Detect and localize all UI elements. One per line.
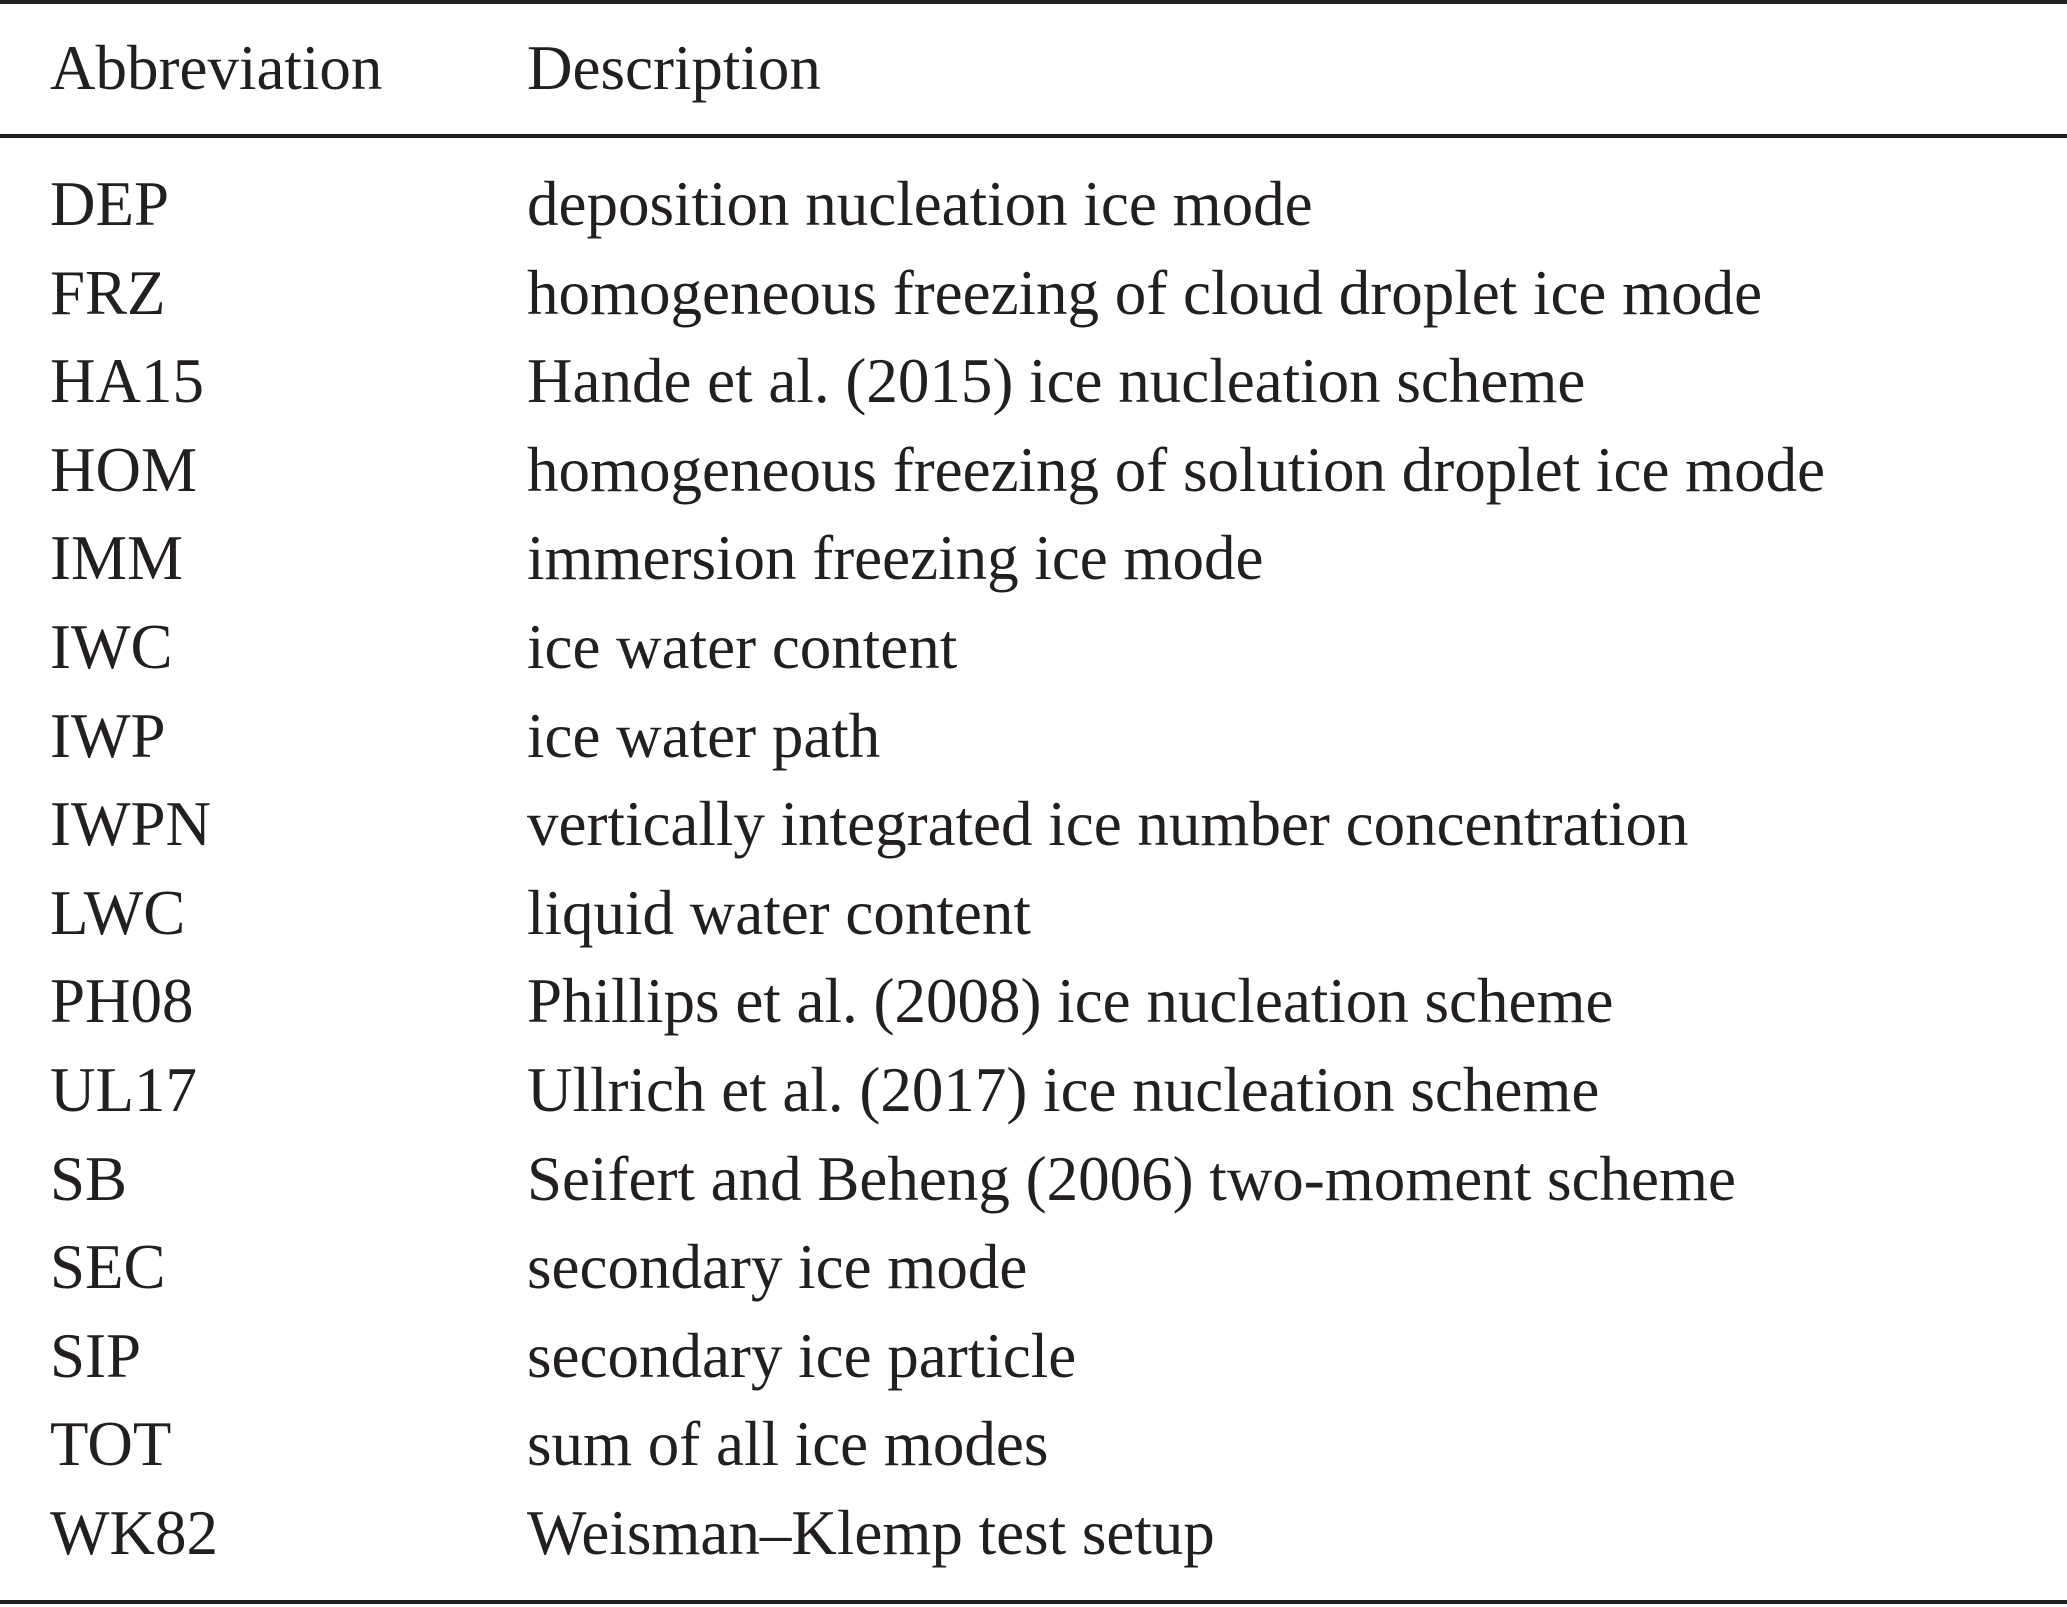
description-cell: ice water path bbox=[527, 700, 881, 771]
description-cell: Phillips et al. (2008) ice nucleation scheme bbox=[527, 966, 1614, 1037]
abbreviation-cell: IMM bbox=[50, 523, 184, 594]
table-row bbox=[0, 426, 2067, 515]
description-cell: Ullrich et al. (2017) ice nucleation scheme bbox=[527, 1054, 1600, 1125]
abbreviation-cell: PH08 bbox=[50, 966, 194, 1037]
table-row bbox=[0, 160, 2067, 249]
description-cell: vertically integrated ice number concentration bbox=[527, 789, 1689, 860]
abbreviation-cell: IWP bbox=[50, 700, 166, 771]
table-row bbox=[0, 603, 2067, 692]
table-row bbox=[0, 692, 2067, 781]
table-row bbox=[0, 1312, 2067, 1401]
description-cell: secondary ice particle bbox=[527, 1320, 1077, 1391]
description-cell: immersion freezing ice mode bbox=[527, 523, 1264, 594]
header-abbreviation: Abbreviation bbox=[50, 33, 383, 103]
abbreviation-cell: HOM bbox=[50, 434, 198, 505]
description-cell: Hande et al. (2015) ice nucleation scheme bbox=[527, 346, 1586, 417]
description-cell: ice water content bbox=[527, 611, 958, 682]
abbreviation-cell: SB bbox=[50, 1143, 128, 1214]
abbreviation-cell: IWPN bbox=[50, 789, 211, 860]
table-row bbox=[0, 1135, 2067, 1224]
table-header-rule bbox=[0, 134, 2067, 138]
table-row bbox=[0, 249, 2067, 338]
description-cell: secondary ice mode bbox=[527, 1232, 1028, 1303]
abbreviation-cell: HA15 bbox=[50, 346, 204, 417]
header-description: Description bbox=[527, 33, 821, 103]
description-cell: Weisman–Klemp test setup bbox=[527, 1497, 1215, 1568]
table-row bbox=[0, 1223, 2067, 1312]
table-row bbox=[0, 1400, 2067, 1489]
description-cell: Seifert and Beheng (2006) two-moment scheme bbox=[527, 1143, 1736, 1214]
table-row bbox=[0, 780, 2067, 869]
table-row bbox=[0, 514, 2067, 603]
abbreviation-cell: FRZ bbox=[50, 257, 166, 328]
abbreviation-cell: UL17 bbox=[50, 1054, 197, 1125]
description-cell: deposition nucleation ice mode bbox=[527, 169, 1313, 239]
table-body bbox=[0, 160, 2067, 1578]
table-row bbox=[0, 957, 2067, 1046]
table-row bbox=[0, 1046, 2067, 1135]
abbreviation-cell: WK82 bbox=[50, 1497, 218, 1568]
abbreviation-cell: IWC bbox=[50, 611, 173, 682]
abbreviation-cell: DEP bbox=[50, 169, 170, 239]
table-top-rule bbox=[0, 0, 2067, 4]
abbreviation-cell: TOT bbox=[50, 1409, 172, 1480]
table-bottom-rule bbox=[0, 1600, 2067, 1604]
abbreviation-cell: SIP bbox=[50, 1320, 142, 1391]
abbreviation-cell: LWC bbox=[50, 877, 186, 948]
description-cell: sum of all ice modes bbox=[527, 1409, 1049, 1480]
abbreviation-cell: SEC bbox=[50, 1232, 166, 1303]
table-row bbox=[0, 1489, 2067, 1578]
table-header-row bbox=[0, 28, 2067, 108]
description-cell: homogeneous freezing of solution droplet ice mode bbox=[527, 434, 1826, 505]
description-cell: liquid water content bbox=[527, 877, 1031, 948]
table-row bbox=[0, 869, 2067, 958]
table-row bbox=[0, 337, 2067, 426]
description-cell: homogeneous freezing of cloud droplet ice mode bbox=[527, 257, 1763, 328]
